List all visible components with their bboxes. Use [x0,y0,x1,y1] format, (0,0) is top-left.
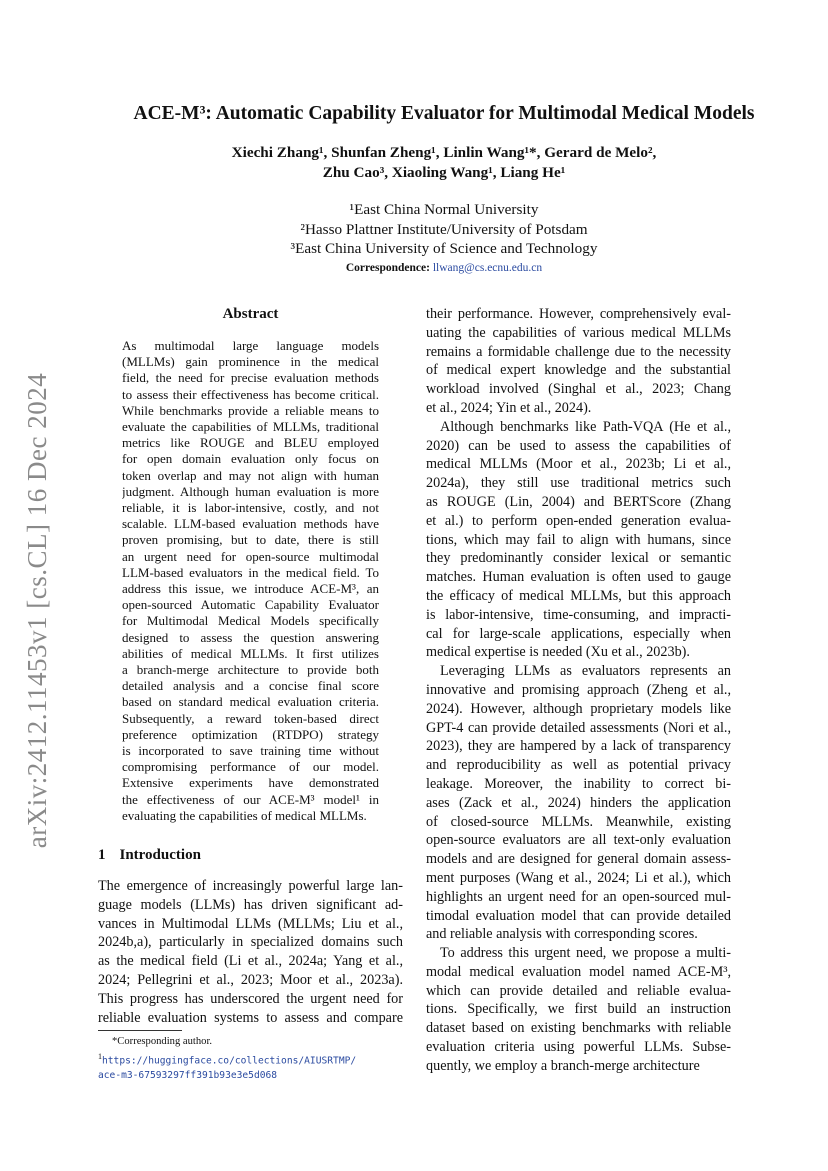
introduction-body [98,877,403,1027]
text-line: modal medical evaluation model named ACE-M³, [426,963,731,980]
text-line: timodal evaluation model that can provide detailed [426,907,731,924]
text-line: innovative and promising approach (Zheng et al., [426,681,731,698]
correspondence-email-link[interactable]: llwang@cs.ecnu.edu.cn [432,262,543,274]
text-line: 2023), they are hampered by a lack of transparency [426,738,731,755]
affiliation-1: ¹East China Normal University [349,201,539,218]
text-line: models and are designed for general domain assess- [426,851,731,868]
text-line: proven promising, but to date, there is still [122,532,379,548]
text-line: cal for large-scale applications, especially when [426,625,731,642]
text-line: is incorporated to save training time without [122,743,379,759]
text-line: et al.) to perform open-ended generation evalua- [426,512,731,529]
text-line: for open domain evaluation only focus on [122,451,379,467]
author-line-1: Xiechi Zhang¹, Shunfan Zheng¹, Linlin Wang¹*, Gerard de Melo², [231,144,657,161]
text-line: preference optimization (RTDPO) strategy [122,726,379,742]
text-line: judgment. Although human evaluation is more [122,483,379,499]
text-line: designed to assess the question answering [122,629,379,645]
text-line: 2020) can be used to assess the capabilities of [426,437,731,454]
text-line: the effectiveness of our ACE-M³ model¹ in [122,791,379,807]
right-column-body [426,305,731,1076]
text-line: ment purposes (Wang et al., 2024; Li et al.), which [426,869,731,886]
text-line: compromising performance of our model. [122,759,379,775]
text-line: Although benchmarks like Path-VQA (He et al., [440,418,731,435]
text-line: remains a formidable challenge due to the necessity [426,343,731,360]
text-line: reliable evaluation systems to assess and compare [98,1009,403,1026]
text-line: and reliable analysis with corresponding scores. [426,926,698,943]
text-line: which can provide detailed and reliable evalua- [426,982,731,999]
section-number: 1 [98,847,106,863]
text-line: medical expertise is needed (Xu et al., 2023b). [426,644,690,661]
text-line: The emergence of increasingly powerful large lan- [98,878,403,894]
footnote-rule [98,1030,182,1031]
section-title: Introduction [119,847,201,863]
text-line: their performance. However, comprehensively eval- [426,306,731,322]
text-line: dataset based on existing benchmarks with reliable [426,1020,731,1037]
text-line: This progress has underscored the urgent need for [98,990,403,1007]
text-line: guage models (LLMs) has driven significant ad- [98,896,403,913]
section-heading-introduction [98,847,215,864]
text-line: GPT-4 can provide detailed assessments (Nori et al., [426,719,731,736]
text-line: 2024). However, although proprietary models like [426,700,731,717]
text-line: open-sourced Automatic Capability Evaluator [122,597,379,613]
affiliations [60,200,828,259]
text-line: is labor-intensive, time-consuming, and impracti- [426,606,731,623]
text-line: reliable, it is labor-intensive, costly, and not [122,500,379,516]
text-line: 2024a), they still use traditional metrics such [426,475,731,492]
text-line: 2024; Pellegrini et al., 2023; Moor et al., 2023a). [98,971,403,988]
text-line: leakage. Moreover, the inability to correct bi- [426,775,731,792]
text-line: address this issue, we introduce ACE-M³, an [122,581,379,597]
text-line: for Multimodal Medical Models specifically [122,613,379,629]
footnotes: *Corresponding author. $^1$https://huggingface.co/collections/AIUSRTMP/ ace-m3-67593297ff391b93e3e5d068 [98,1035,403,1083]
text-line: medical MLLMs (Moor et al., 2023b; Li et al., [426,456,731,473]
text-line: an urgent need for open-source multimodal [122,548,379,564]
text-line: highlights an urgent need for an open-sourced mul- [426,888,731,905]
text-line: detailed analysis and a concise final score [122,678,379,694]
text-line: they predominantly consider lexical or semantic [426,550,731,567]
text-line: 2024b,a), particularly in specialized domains such [98,934,403,951]
text-line: evaluation criteria using powerful LLMs. Subse- [426,1039,731,1056]
correspondence-label: Correspondence: [345,262,430,274]
arxiv-identifier: arXiv:2412.11453v1 [cs.CL] 16 Dec 2024 [22,372,53,848]
text-line: to assess their effectiveness has become critical. [122,386,379,402]
text-line: field, the need for precise evaluation methods [122,370,379,386]
arxiv-sidebar-stamp [24,360,52,860]
text-line: as the medical field (Li et al., 2024a; Yang et al., [98,953,403,970]
footnote-url-line-2[interactable]: ace-m3-67593297ff391b93e3e5d068 [98,1069,278,1081]
text-line: tions, which may fail to align with humans, since [426,531,731,548]
text-line: ases (Zack et al., 2024) hinders the application [426,794,731,811]
affiliation-2: ²Hasso Plattner Institute/University of Potsdam [300,220,588,238]
text-line: quently, we employ a branch-merge architecture [426,1057,700,1074]
text-line: token overlap and may not align with human [122,467,379,483]
text-line: Leveraging LLMs as evaluators represents an [440,663,731,680]
text-line: as ROUGE (Lin, 2004) and BERTScore (Zhang [426,493,731,510]
text-line: (MLLMs) gain prominence in the medical [122,354,379,370]
text-line: the efficacy of medical MLLMs, but this approach [426,587,731,604]
abstract-heading: Abstract [222,306,279,322]
footnote-corresponding: *Corresponding author. [112,1036,213,1047]
text-line: scalable. LLM-based evaluation methods have [122,516,379,532]
abstract-body [122,338,379,824]
author-list [60,143,828,183]
text-line: vances in Multimodal LLMs (MLLMs; Liu et al., [98,915,403,932]
text-line: of closed-source MLLMs. Meanwhile, existing [426,813,731,830]
text-line: While benchmarks provide a reliable means to [122,402,379,418]
text-line: tions. Specifically, we first build an instruction [426,1001,731,1018]
text-line: matches. Human evaluation is often used to gauge [426,569,731,586]
text-line: Extensive experiments have demonstrated [122,775,379,791]
text-line: workload involved (Singhal et al., 2023; Chang [426,381,731,398]
text-line: based on standard medical evaluation criteria. [122,694,379,710]
correspondence [60,262,828,274]
text-line: metrics like ROUGE and BLEU employed [122,435,379,451]
text-line: uating the capabilities of various medical MLLMs [426,324,731,341]
affiliation-3: ³East China University of Science and Technology [290,240,598,257]
text-line: evaluating the capabilities of medical MLLMs. [122,807,367,823]
text-line: abilities of medical MLLMs. It first utilizes [122,645,379,661]
author-line-2: Zhu Cao³, Xiaoling Wang¹, Liang He¹ [322,164,566,181]
text-line: a branch-merge architecture to provide both [122,662,379,678]
footnote-url-line-1[interactable]: https://huggingface.co/collections/AIUSRTMP/ [102,1055,357,1067]
text-line: and reproducibility as well as potential privacy [426,757,731,774]
text-line: To address this urgent need, we propose a multi- [440,945,731,962]
text-line: LLM-based evaluators in the medical field. To [122,564,379,580]
text-line: evaluate the capabilities of MLLMs, traditional [122,419,379,435]
text-line: of medical expert knowledge and the substantial [426,362,731,379]
text-line: As multimodal large language models [122,338,379,353]
text-line: et al., 2024; Yin et al., 2024). [426,399,592,416]
text-line: open-source evaluators are all text-only evaluation [426,832,731,849]
text-line: Subsequently, a reward token-based direct [122,710,379,726]
paper-title: ACE-M³: Automatic Capability Evaluator for Multimodal Medical Models [133,103,755,124]
